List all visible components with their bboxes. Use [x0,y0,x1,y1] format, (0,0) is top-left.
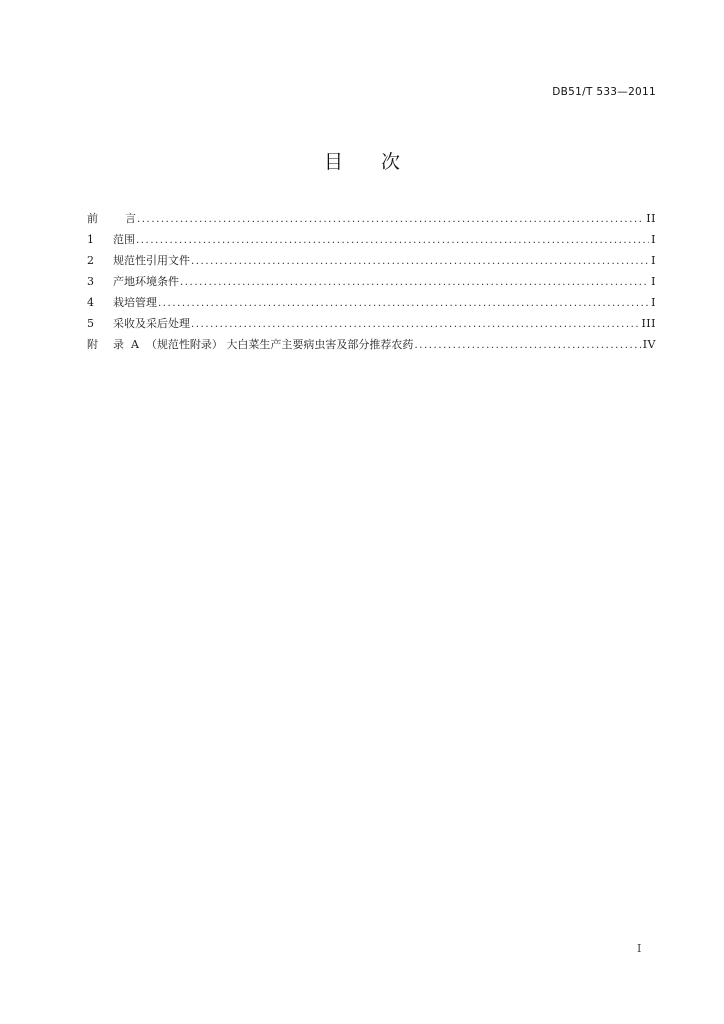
toc-entry-scope[interactable] [87,229,656,250]
toc-entry-text: 规范性引用文件 [113,254,190,267]
toc-entry-page: I [651,275,656,288]
toc-leader-dots [190,314,639,335]
toc-entry-text: 采收及采后处理 [113,317,190,330]
toc-entry-text: 言 [125,212,136,225]
toc-entry-harvest[interactable] [87,313,656,334]
document-code: DB51/T 533—2011 [552,86,656,98]
toc-entry-page: I [651,233,656,246]
toc-entry-page: I [651,296,656,309]
toc-entry-cultivation[interactable] [87,292,656,313]
toc-entry-number: 3 [87,275,94,288]
toc-entry-number: 5 [87,317,94,330]
toc-title-right: 次 [381,151,401,173]
toc-leader-dots [157,293,649,314]
toc-entry-number: 4 [87,296,94,309]
toc-entry-foreword[interactable] [87,208,656,229]
toc-title-left: 目 [323,151,343,173]
toc-leader-dots [190,251,649,272]
toc-entry-number: 附 [87,338,98,351]
toc-title [0,147,724,174]
toc-entry-text: 录 A （规范性附录） 大白菜生产主要病虫害及部分推荐农药 [113,338,414,351]
toc-entry-environment[interactable] [87,271,656,292]
toc-entry-normative-references[interactable] [87,250,656,271]
toc-entry-page: IV [642,338,656,351]
toc-entry-appendix-a[interactable] [87,334,656,355]
toc-entry-text: 产地环境条件 [113,275,179,288]
toc-leader-dots [413,335,640,356]
toc-entry-number: 1 [87,233,94,246]
toc-entry-number: 前 [87,212,98,225]
toc-entry-text: 范围 [113,233,135,246]
toc-entry-page: II [646,212,656,225]
toc-list [87,208,656,355]
page-number: I [637,942,642,955]
toc-leader-dots [179,272,649,293]
toc-entry-text: 栽培管理 [113,296,157,309]
toc-entry-number: 2 [87,254,94,267]
toc-entry-page: III [641,317,656,330]
toc-leader-dots [136,209,644,230]
toc-leader-dots [135,230,649,251]
toc-entry-page: I [651,254,656,267]
